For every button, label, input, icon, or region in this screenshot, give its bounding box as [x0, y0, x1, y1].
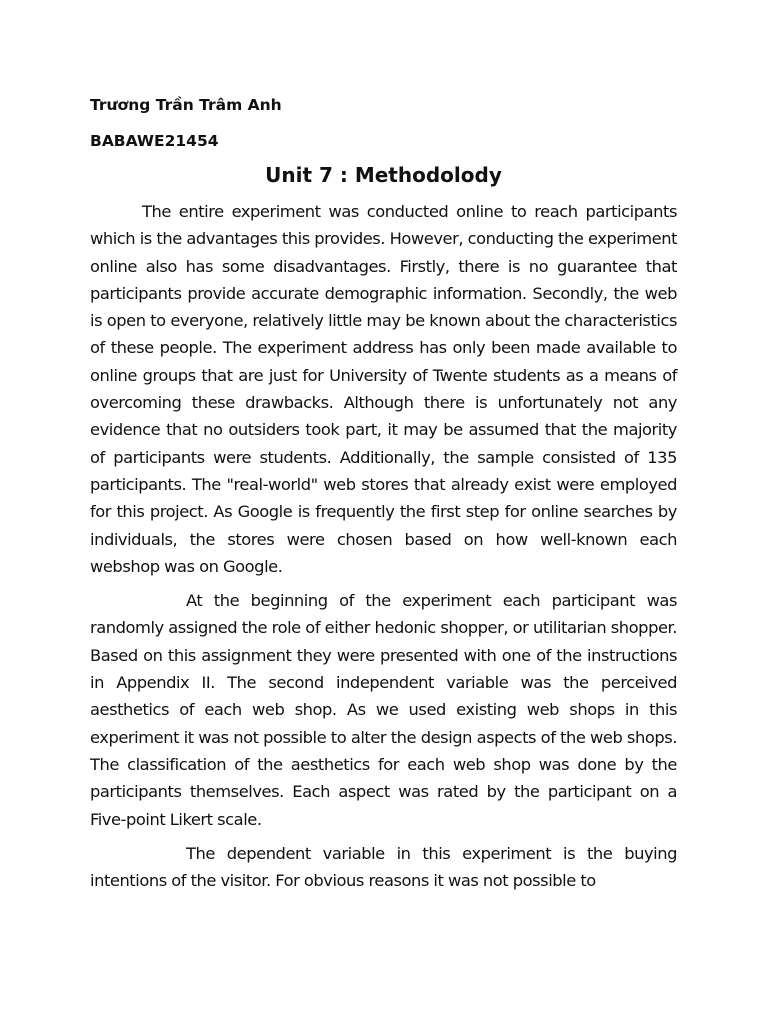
paragraph-3: The dependent variable in this experiment is the buying intentions of the visitor. For obvious reasons it was not possible to — [90, 843, 677, 891]
student-id: BABAWE21454 — [90, 132, 219, 150]
document-page — [90, 94, 677, 901]
paragraph-2: At the beginning of the experiment each participant was randomly assigned the role of either hedonic shopper, or utilitarian shopper. Based on this assignment they were presented with one of the instructions in Appendix II. The second independent variable was the perceived aesthetics of each web shop. As we used existing web shops in this experiment it was not possible to alter the design aspects of the web shops. The classification of the aesthetics for each web shop was done by the participants themselves. Each aspect was rated by the participant on a Five-point Likert scale. — [90, 591, 677, 829]
document-title: Unit 7 : Methodolody — [265, 163, 502, 187]
author-name: Trương Trần Trâm Anh — [90, 96, 282, 114]
paragraph-1: The entire experiment was conducted online to reach participants which is the advantages this provides. However, conducting the experiment online also has some disadvantages. Firstly, there is no guarantee that participants provide accurate demographic information. Secondly, the web is open to everyone, relatively little may be known about the characteristics of these people. The experiment address has only been made available to online groups that are just for University of Twente students as a means of overcoming these drawbacks. Although there is unfortunately not any evidence that no outsiders took part, it may be assumed that the majority of participants were students. Additionally, the sample consisted of 135 participants. The "real-world" web stores that already exist were employed for this project. As Google is frequently the first step for online searches by individuals, the stores were chosen based on how well-known each webshop was on Google. — [90, 202, 677, 576]
